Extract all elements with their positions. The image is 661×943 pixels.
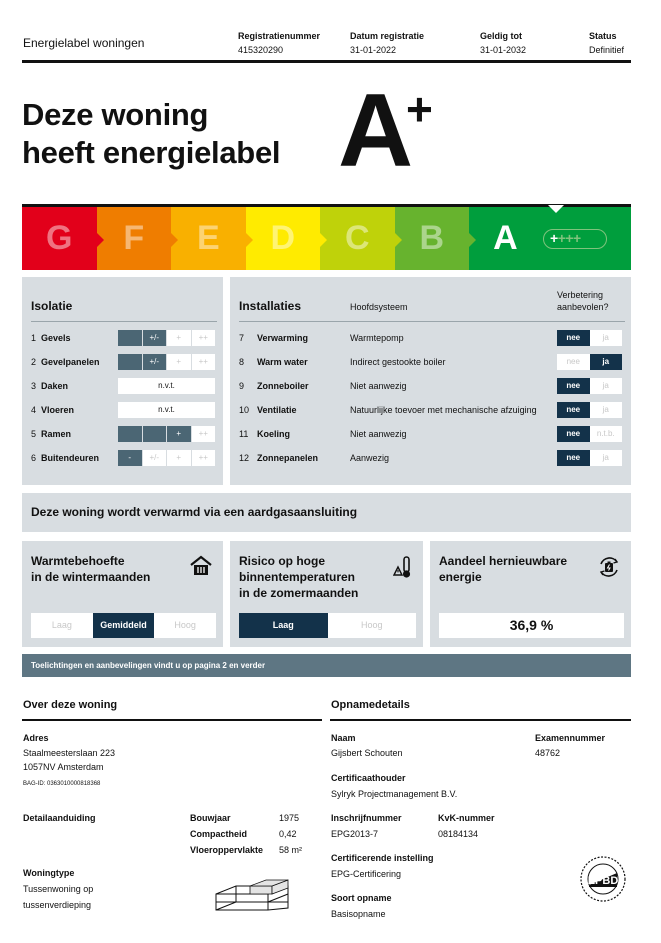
scale-step: ++ xyxy=(191,354,216,370)
toggle-option: ja xyxy=(590,354,623,370)
isolatie-row xyxy=(31,450,217,466)
energy-class-d xyxy=(246,207,321,270)
energy-class-letter: C xyxy=(345,219,370,257)
scale-not-applicable: n.v.t. xyxy=(118,378,215,394)
toggle-option: nee xyxy=(557,330,590,346)
installatie-system: Aanwezig xyxy=(350,453,390,463)
energy-class-g xyxy=(22,207,97,270)
installatie-item-label: 12 Zonnepanelen xyxy=(239,453,319,463)
opname-section-title: Opnamedetails xyxy=(331,699,410,711)
installatie-item-label: 9 Zonneboiler xyxy=(239,381,309,391)
divider xyxy=(31,321,217,322)
energy-class-letter: G xyxy=(46,219,73,257)
improvement-toggle xyxy=(557,402,622,418)
scale-step: + xyxy=(166,426,191,442)
chevron-divider xyxy=(171,233,178,247)
toggle-option: ja xyxy=(590,450,623,466)
soort-opname-value: Basisopname xyxy=(331,909,386,919)
compactheid-label: Compactheid xyxy=(190,829,248,839)
certificaathouder-value: Sylryk Projectmanagement B.V. xyxy=(331,789,458,799)
energy-class-letter: A xyxy=(493,219,518,257)
house-heat-icon xyxy=(189,555,213,583)
improvement-toggle xyxy=(557,450,622,466)
woning-section-title: Over deze woning xyxy=(23,699,118,711)
toggle-option: nee xyxy=(557,378,590,394)
adres-street: Staalmeesterslaan 223 xyxy=(23,748,116,758)
scale-step xyxy=(118,330,142,346)
chevron-divider xyxy=(97,233,104,247)
energy-class-letter: D xyxy=(270,219,296,257)
divider xyxy=(239,321,625,322)
installaties-title: Installaties xyxy=(239,299,302,313)
hero-title: Deze woning heeft energielabel xyxy=(22,97,281,170)
installatie-system: Natuurlijke toevoer met mechanische afzuiging xyxy=(350,405,537,415)
explanation-note: Toelichtingen en aanbevelingen vindt u op pagina 2 en verder xyxy=(22,654,631,677)
certificerende-instelling-value: EPG-Certificering xyxy=(331,869,402,879)
chevron-divider xyxy=(395,233,402,247)
isolatie-row xyxy=(31,330,217,346)
chevron-divider xyxy=(320,233,327,247)
installatie-item-label: 8 Warm water xyxy=(239,357,308,367)
energy-class-letter: B xyxy=(419,219,445,257)
scale-step: +/- xyxy=(142,354,167,370)
energy-class-e xyxy=(171,207,246,270)
installatie-item-label: 11 Koeling xyxy=(239,429,290,439)
gas-connection-notice: Deze woning wordt verwarmd via een aardgasaansluiting xyxy=(22,493,631,532)
isolatie-row xyxy=(31,354,217,370)
risico-card xyxy=(230,541,423,647)
warmtebehoefte-card xyxy=(22,541,223,647)
document-title: Energielabel woningen xyxy=(23,36,145,50)
isolatie-scale xyxy=(118,354,215,370)
installatie-row xyxy=(239,378,625,394)
isolatie-item-label: 1 Gevels xyxy=(31,333,71,343)
scale-step xyxy=(142,426,167,442)
scale-step: ++ xyxy=(191,450,216,466)
isolatie-row xyxy=(31,402,217,418)
scale-step: ++ xyxy=(191,330,216,346)
isolatie-row xyxy=(31,378,217,394)
energy-label-plus: + xyxy=(406,83,433,135)
registration-date: Datum registratie 31-01-2022 xyxy=(350,31,425,55)
bouwjaar-label: Bouwjaar xyxy=(190,813,231,823)
risico-title: Risico op hoge binnentemperaturen in de zomermaanden xyxy=(239,554,359,600)
energy-class-b xyxy=(395,207,470,270)
plus-indicator: ++++ xyxy=(543,229,607,249)
scale-step: + xyxy=(166,450,191,466)
isolatie-item-label: 6 Buitendeuren xyxy=(31,453,100,463)
energy-class-letter: E xyxy=(196,219,220,257)
scale-step: +/- xyxy=(142,330,167,346)
isolatie-item-label: 4 Vloeren xyxy=(31,405,75,415)
vloeroppervlakte-value: 58 m² xyxy=(279,845,303,855)
isolatie-scale xyxy=(118,450,215,466)
warmtebehoefte-title: Warmtebehoefte in de wintermaanden xyxy=(31,554,151,584)
epbd-logo xyxy=(579,855,627,903)
toggle-option: nee xyxy=(557,354,590,370)
isolatie-scale xyxy=(118,330,215,346)
renewable-share-value: 36,9 % xyxy=(439,613,624,638)
installatie-row xyxy=(239,450,625,466)
isolatie-scale xyxy=(118,426,215,442)
certificerende-instelling-label: Certificerende instelling xyxy=(331,853,434,863)
thermometer-warning-icon xyxy=(393,555,413,585)
isolatie-item-label: 5 Ramen xyxy=(31,429,72,439)
bag-id: BAG-ID: 0363010000818368 xyxy=(23,781,101,787)
warmtebehoefte-scale xyxy=(31,613,216,638)
energy-class-f xyxy=(97,207,172,270)
verbetering-header: Verbetering aanbevolen? xyxy=(557,290,609,312)
improvement-toggle xyxy=(557,330,622,346)
isolatie-panel xyxy=(22,277,223,485)
adres-city: 1057NV Amsterdam xyxy=(23,762,104,772)
adres-label: Adres xyxy=(23,733,49,743)
header-rule xyxy=(22,60,631,63)
renewable-battery-icon xyxy=(597,555,621,585)
woning-rule xyxy=(22,719,322,721)
installatie-system: Niet aanwezig xyxy=(350,429,407,439)
scale-step xyxy=(118,354,142,370)
scale-option: Laag xyxy=(239,613,328,638)
toggle-option: nee xyxy=(557,402,590,418)
isolatie-row xyxy=(31,426,217,442)
scale-step: - xyxy=(118,450,142,466)
toggle-option: n.t.b. xyxy=(590,426,623,442)
vloeroppervlakte-label: Vloeroppervlakte xyxy=(190,845,264,855)
scale-step xyxy=(118,426,142,442)
energy-class-letter: F xyxy=(123,219,145,257)
improvement-toggle xyxy=(557,426,622,442)
toggle-option: ja xyxy=(590,330,623,346)
isolatie-scale xyxy=(118,378,215,394)
scale-option: Hoog xyxy=(154,613,216,638)
installatie-row xyxy=(239,402,625,418)
woningtype-label: Woningtype xyxy=(23,868,75,878)
kvk-value: 08184134 xyxy=(438,829,479,839)
status: Status Definitief xyxy=(589,31,625,55)
scale-not-applicable: n.v.t. xyxy=(118,402,215,418)
hernieuwbaar-title: Aandeel hernieuwbare energie xyxy=(439,554,568,584)
scale-step: + xyxy=(166,330,191,346)
isolatie-scale xyxy=(118,402,215,418)
compactheid-value: 0,42 xyxy=(279,829,297,839)
energy-scale-bar xyxy=(22,204,631,270)
chevron-divider xyxy=(246,233,253,247)
toggle-option: nee xyxy=(557,450,590,466)
toggle-option: ja xyxy=(590,402,623,418)
naam-label: Naam xyxy=(331,733,356,743)
scale-step: ++ xyxy=(191,426,216,442)
svg-text:EPBD: EPBD xyxy=(587,875,619,887)
registration-number: Registratienummer 415320290 xyxy=(238,31,321,55)
hoofdsysteem-header: Hoofdsysteem xyxy=(350,302,408,312)
installatie-row xyxy=(239,330,625,346)
soort-opname-label: Soort opname xyxy=(331,893,392,903)
kvk-label: KvK-nummer xyxy=(438,813,495,823)
installatie-item-label: 10 Ventilatie xyxy=(239,405,297,415)
improvement-toggle xyxy=(557,354,622,370)
installatie-system: Indirect gestookte boiler xyxy=(350,357,446,367)
detail-label: Detailaanduiding xyxy=(23,813,96,823)
scale-option: Hoog xyxy=(328,613,417,638)
examennummer-label: Examennummer xyxy=(535,733,606,743)
energy-class-c xyxy=(320,207,395,270)
toggle-option: nee xyxy=(557,426,590,442)
chevron-divider xyxy=(469,233,476,247)
installatie-item-label: 7 Verwarming xyxy=(239,333,309,343)
isolatie-item-label: 2 Gevelpanelen xyxy=(31,357,100,367)
examennummer-value: 48762 xyxy=(535,748,561,758)
installatie-system: Niet aanwezig xyxy=(350,381,407,391)
scale-step: +/- xyxy=(142,450,167,466)
scale-option: Laag xyxy=(31,613,93,638)
installatie-system: Warmtepomp xyxy=(350,333,404,343)
inschrijfnummer-value: EPG2013-7 xyxy=(331,829,379,839)
woningtype-value-1: Tussenwoning op xyxy=(23,884,94,894)
building-icon xyxy=(214,872,294,917)
installatie-row xyxy=(239,354,625,370)
isolatie-item-label: 3 Daken xyxy=(31,381,69,391)
risico-scale xyxy=(239,613,416,638)
certificaathouder-label: Certificaathouder xyxy=(331,773,406,783)
active-class-pointer xyxy=(548,205,564,213)
isolatie-title: Isolatie xyxy=(31,299,73,313)
energy-label-letter: A xyxy=(338,73,410,189)
hernieuwbaar-card xyxy=(430,541,631,647)
inschrijfnummer-label: Inschrijfnummer xyxy=(331,813,402,823)
naam-value: Gijsbert Schouten xyxy=(331,748,403,758)
scale-step: + xyxy=(166,354,191,370)
installatie-row xyxy=(239,426,625,442)
bouwjaar-value: 1975 xyxy=(279,813,300,823)
woningtype-value-2: tussenverdieping xyxy=(23,900,92,910)
installaties-panel xyxy=(230,277,631,485)
valid-until: Geldig tot 31-01-2032 xyxy=(480,31,527,55)
toggle-option: ja xyxy=(590,378,623,394)
improvement-toggle xyxy=(557,378,622,394)
opname-rule xyxy=(330,719,631,721)
scale-option: Gemiddeld xyxy=(93,613,155,638)
